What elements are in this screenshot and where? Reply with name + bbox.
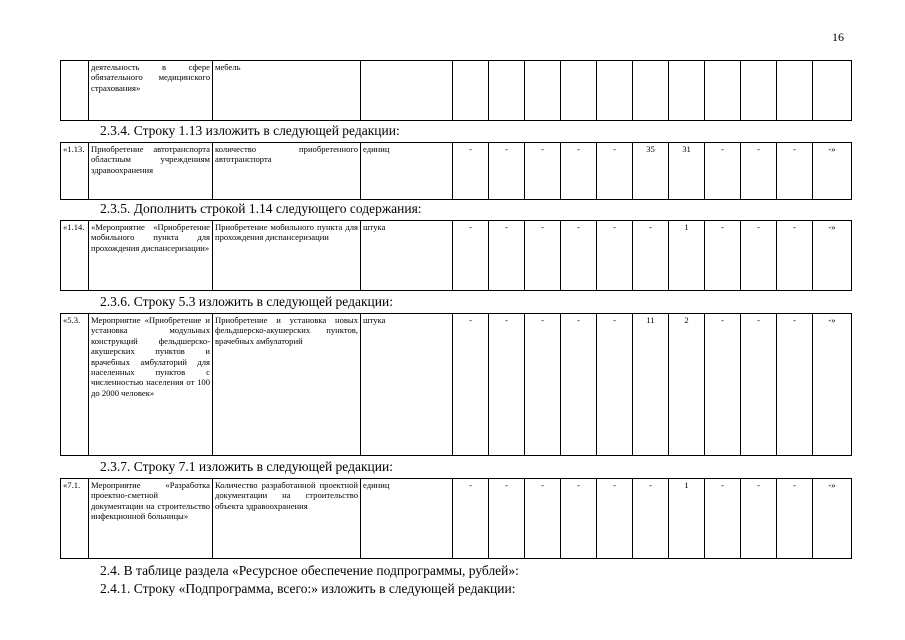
table-row-1-14 — [60, 220, 852, 291]
cell-value — [561, 61, 597, 121]
cell-num — [61, 61, 89, 121]
cell-value: - — [633, 221, 669, 291]
cell-unit: штука — [361, 221, 453, 291]
cell-value: -» — [813, 143, 852, 200]
cell-name: «Мероприятие «Приобретение мобильного пункта для прохождения диспансеризации» — [89, 221, 213, 291]
cell-num: «1.14. — [61, 221, 89, 291]
cell-indicator: Количество разработанной проектной документации на строительство объекта здравоохранения — [213, 479, 361, 559]
cell-num: «7.1. — [61, 479, 89, 559]
cell-value: - — [525, 221, 561, 291]
cell-value: - — [561, 221, 597, 291]
cell-value: -» — [813, 221, 852, 291]
cell-value: - — [561, 143, 597, 200]
paragraph-2-4-1: 2.4.1. Строку «Подпрограмма, всего:» изложить в следующей редакции: — [100, 581, 516, 596]
cell-value: - — [597, 143, 633, 200]
cell-name: Мероприятие «Приобретение и установка модульных конструкций фельдшерско-акушерских пунктов и врачебных амбулаторий для населенных пунктов с численностью населения от 100 до 2000 человек» — [89, 314, 213, 456]
cell-value: - — [777, 314, 813, 456]
heading-2-3-5: 2.3.5. Дополнить строкой 1.14 следующего содержания: — [100, 201, 422, 216]
cell-indicator: Приобретение мобильного пункта для прохождения диспансеризации — [213, 221, 361, 291]
cell-unit: штука — [361, 314, 453, 456]
cell-value: - — [597, 314, 633, 456]
cell-value: - — [705, 143, 741, 200]
cell-value — [705, 61, 741, 121]
cell-unit — [361, 61, 453, 121]
cell-value: 35 — [633, 143, 669, 200]
cell-value: - — [705, 479, 741, 559]
table-row-1-13 — [60, 142, 852, 200]
cell-name: деятельность в сфере обязательного медицинского страхования» — [89, 61, 213, 121]
heading-2-3-7: 2.3.7. Строку 7.1 изложить в следующей редакции: — [100, 459, 393, 474]
cell-value: - — [525, 314, 561, 456]
cell-value: - — [453, 221, 489, 291]
cell-value — [741, 61, 777, 121]
table-row — [61, 314, 852, 456]
paragraph-2-4: 2.4. В таблице раздела «Ресурсное обеспечение подпрограммы, рублей»: — [100, 563, 519, 578]
cell-name: Мероприятие «Разработка проектно-сметной документации на строительство инфекционной больницы» — [89, 479, 213, 559]
cell-value: - — [741, 221, 777, 291]
cell-indicator: мебель — [213, 61, 361, 121]
cell-value: - — [741, 143, 777, 200]
table-row — [61, 61, 852, 121]
cell-unit: единиц — [361, 143, 453, 200]
cell-value: 2 — [669, 314, 705, 456]
cell-indicator: количество приобретенного автотранспорта — [213, 143, 361, 200]
cell-value: - — [597, 221, 633, 291]
cell-value — [777, 61, 813, 121]
cell-value: - — [633, 479, 669, 559]
cell-value: - — [777, 143, 813, 200]
table-row — [61, 479, 852, 559]
cell-value: - — [525, 143, 561, 200]
cell-value: -» — [813, 479, 852, 559]
cell-value: - — [741, 314, 777, 456]
table-row-5-3 — [60, 313, 852, 456]
cell-value: 1 — [669, 479, 705, 559]
cell-value: - — [489, 314, 525, 456]
cell-value: - — [741, 479, 777, 559]
cell-value — [489, 61, 525, 121]
page-number: 16 — [832, 30, 844, 44]
cell-value — [525, 61, 561, 121]
table-row — [61, 143, 852, 200]
cell-value: - — [597, 479, 633, 559]
cell-value: - — [561, 479, 597, 559]
cell-unit: единиц — [361, 479, 453, 559]
cell-value — [813, 61, 852, 121]
cell-name: Приобретение автотранспорта областным учреждениям здравоохранения — [89, 143, 213, 200]
cell-value: - — [561, 314, 597, 456]
heading-2-3-4: 2.3.4. Строку 1.13 изложить в следующей редакции: — [100, 123, 400, 138]
cell-value: - — [453, 479, 489, 559]
cell-value — [633, 61, 669, 121]
cell-value: - — [705, 221, 741, 291]
cell-value: 11 — [633, 314, 669, 456]
cell-value: - — [777, 479, 813, 559]
cell-value: -» — [813, 314, 852, 456]
cell-value: 31 — [669, 143, 705, 200]
cell-value: 1 — [669, 221, 705, 291]
cell-value: - — [705, 314, 741, 456]
table-continuation — [60, 60, 852, 121]
heading-2-3-6: 2.3.6. Строку 5.3 изложить в следующей редакции: — [100, 294, 393, 309]
cell-value: - — [453, 314, 489, 456]
cell-value: - — [489, 143, 525, 200]
cell-num: «5.3. — [61, 314, 89, 456]
cell-value: - — [453, 143, 489, 200]
cell-value — [597, 61, 633, 121]
table-row — [61, 221, 852, 291]
cell-value: - — [489, 221, 525, 291]
cell-value — [453, 61, 489, 121]
cell-indicator: Приобретение и установка новых фельдшерско-акушерских пунктов, врачебных амбулаторий — [213, 314, 361, 456]
cell-value: - — [777, 221, 813, 291]
cell-num: «1.13. — [61, 143, 89, 200]
table-row-7-1 — [60, 478, 852, 559]
cell-value: - — [489, 479, 525, 559]
cell-value — [669, 61, 705, 121]
cell-value: - — [525, 479, 561, 559]
